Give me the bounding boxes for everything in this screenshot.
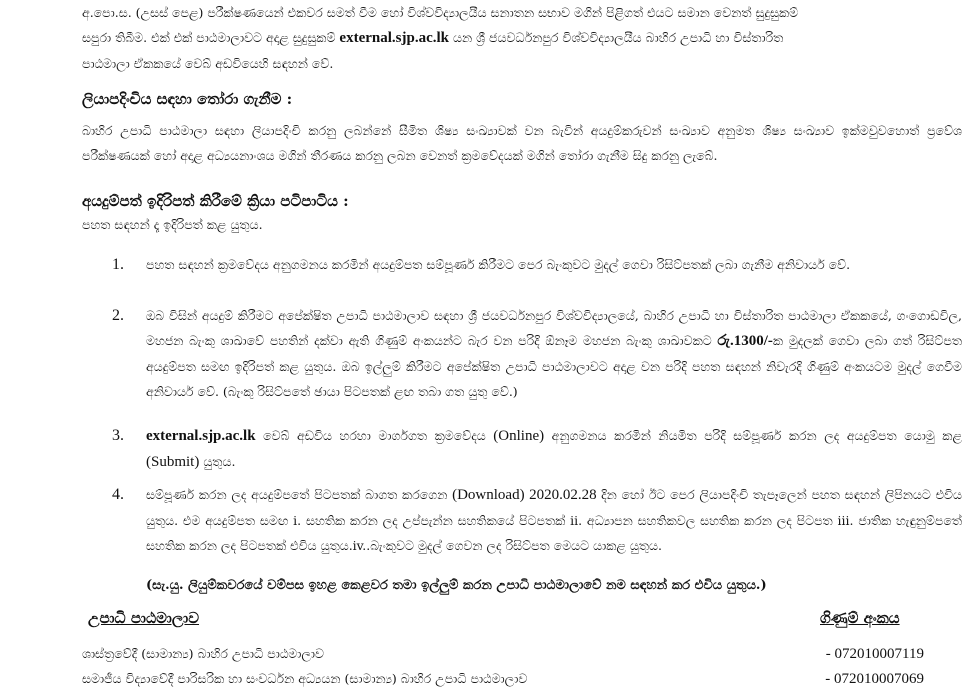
- procedure-heading: අයදුම්පත් ඉදිරිපත් කිරීමේ ක්‍රියා පටිපාටිය :: [82, 192, 349, 210]
- step-number: 4.: [112, 486, 124, 503]
- table-row: [82, 667, 924, 691]
- account-number: - 072010007119: [825, 646, 924, 662]
- course-column-header: උපාධි පාඨමාලාව: [88, 609, 200, 627]
- account-number: - 072010007069: [825, 671, 924, 687]
- step-text: පහත සඳහන් ක්‍රමවේදය අනුගමනය කරමින් අයදුම්පත සම්පූර්ණ කිරීමට පෙර බැංකුවට මුදල් ගෙවා රිසිට්පතක් ලබා ගැනීම අනිවාර්ය වේ.: [146, 257, 851, 272]
- intro-line-2: සපුරා තිබීම. එක් එක් පාඨමාලාවට අදාළ සුදුසුකම් external.sjp.ac.lk යන ශ්‍රී ජයවර්ධනපුර විශ්වවිද්‍යාලයීය බාහිර උපාධි හා විස්තාරිත: [82, 30, 784, 46]
- intro-line-3: පාඨමාලා ඒකකයේ වෙබ් අඩවියෙහි සඳහන් වේ.: [82, 56, 334, 71]
- course-name: ශාස්ත්‍රවේදී (සාමාන්‍ය) බාහිර උපාධි පාඨමාලාව: [82, 646, 325, 661]
- selection-paragraph: බාහිර උපාධි පාඨමාලා සඳහා ලියාපදිංචි කරනු ලබන්නේ සීමිත ශිෂ්‍ය සංඛ්‍යාවක් වන බැවින් අයදුම්කරුවන් සංඛ්‍යාව අනුමත ශිෂ්‍ය සංඛ්‍යාව ඉක්මවුවහොත් ප්‍රවේශ පරීක්ෂණයක් හෝ අදාළ අධ්‍යයනාංශය මගින් තීරණය කරනු ලබන වෙනත් ක්‍රමවේදයක් මගින් තෝරා ගැනීම සිදු කරනු ලැබේ.: [82, 123, 962, 163]
- website-link: external.sjp.ac.lk: [146, 428, 256, 444]
- fee-amount: රු.1300/-: [717, 333, 773, 349]
- step-text: ඔබ විසින් අයදුම් කිරීමට අපේක්ෂිත උපාධි පාඨමාලාව සඳහා ශ්‍රී ජයවර්ධනපුර විශ්වවිද්‍යාලයේ, බාහිර උපාධි හා විස්තාරිත පාඨමාලා ඒකකයේ, ගංගොඩවිල, මහජන බැංකු ශාඛාවේ පහතින් දක්වා ඇති ගිණුම් අංකයන්ට බැර වන පරිදි ඕනෑම මහජන බැංකු ශාඛාවකට රු.1300/-ක මුදලක් ගෙවා ලබා ගත් රිසිට්පත අයදුම්පත සමඟ ඉදිරිපත් කළ යුතුය. ඔබ ඉල්ලුම් කිරීමට අපේක්ෂිත උපාධි පාඨමාලාවට අදාළ වන පරිදි පහත සඳහන් නිවැරදි ගිණුම් අංකයටම මුදල් ගෙවීම අනිවාර්ය වේ. (බැංකු රිසිට්පතේ ඡායා පිටපතක් ළඟ තබා ගත යුතු වේ.): [146, 308, 962, 399]
- step-number: 1.: [112, 256, 124, 273]
- intro-line-1: අ.පො.ස. (උසස් පෙළ) පරීක්ෂණයෙන් එකවර සමත් වීම හෝ විශ්වවිද්‍යාලයීය සනාතන සභාව මගින් පිළිගත් එයට සමාන වෙනත් සුදුසුකම්: [82, 5, 799, 20]
- course-name: සමාජීය විද්‍යාවේදී පාරිසරික හා සංවර්ධන අධ්‍යයන (සාමාන්‍ය) බාහිර උපාධි පාඨමාලාව: [82, 671, 528, 686]
- selection-heading: ලියාපදිංචිය සඳහා තෝරා ගැනීම :: [82, 90, 293, 108]
- step-number: 3.: [112, 427, 124, 444]
- deadline-date: 2020.02.28: [524, 487, 602, 503]
- table-row: [82, 642, 924, 666]
- envelope-note: (සැ.යු. ලියුම්කවරයේ වම්පස ඉහළ කෙළවර තමා ඉල්ලුම් කරන උපාධි පාඨමාලාවේ නම සඳහන් කර එවිය යුතුය.): [146, 578, 767, 593]
- procedure-subtitle: පහත සඳහන් දෑ ඉදිරිපත් කළ යුතුය.: [82, 217, 263, 232]
- account-column-header: ගිණුම් අංකය: [820, 609, 900, 627]
- website-link: external.sjp.ac.lk: [339, 30, 449, 46]
- step-text: සම්පූර්ණ කරන ලද අයදුම්පතේ පිටපතක් බාගත කරගෙන (Download) 2020.02.28 දින හෝ ඊට පෙර ලියාපදිංචි තැපෑලෙන් පහත සඳහන් ලිපිනයට එවිය යුතුය. එම අයදුම්පත සමඟ i. සහතික කරන ලද උප්පැන්න සහතිකයේ පිටපතක් ii. අධ්‍යාපන සහතිකවල සහතික කරන ලද පිටපත iii. ජාතික හැඳුනුම්පතේ සහතික කරන ලද පිටපතක් එවිය යුතුය.iv..බැංකුවට මුදල් ගෙවන ලද රිසිට්පත මෙයට යාකළ යුතුය.: [146, 487, 963, 553]
- eligibility-paragraph: [82, 0, 962, 76]
- step-number: 2.: [112, 307, 124, 324]
- step-text: external.sjp.ac.lk වෙබ් අඩවිය හරහා මාර්ගගත ක්‍රමවේදය (Online) අනුගමනය කරමින් නියමිත පරිදි සම්පූර්ණ කරන ලද අයදුම්පත යොමු කළ (Submit) යුතුය.: [146, 428, 962, 470]
